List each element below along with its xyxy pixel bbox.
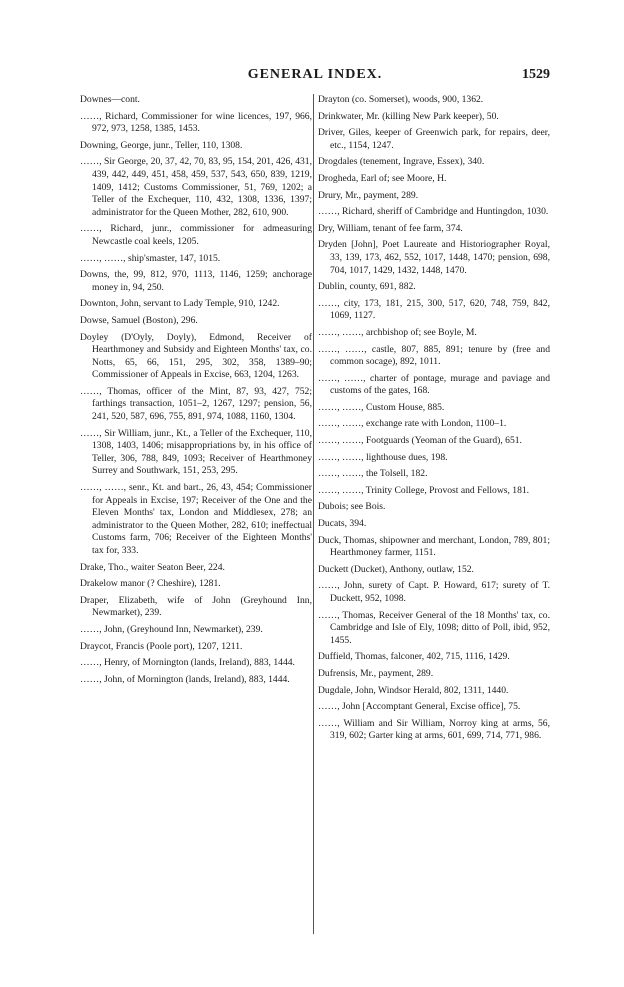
index-entry: ……, ……, senr., Kt. and bart., 26, 43, 454; Commissioner for Appeals in Excise, 197; Receiver of the One and the Eleven Months' tax, London and Middlesex, 278; an administrator to the Queen Mother, 282, 610; ineffectual Customs farm, 706; Receiver of the Eighteen Months' tax for, 333. [80,482,312,556]
index-entry: Doyley (D'Oyly, Doyly), Edmond, Receiver of Hearthmoney and Subsidy and Eighteen Months' tax, co. Notts, 65, 66, 151, 295, 302, 358, 1389–90; Commissioner of Appeals in Excise, 663, 1204, 1263. [80,331,312,381]
left-column [80,94,312,690]
index-entry: ……, ……, charter of pontage, murage and paviage and customs of the gates, 168. [318,372,550,397]
index-entry: Dowse, Samuel (Boston), 296. [80,314,198,326]
index-entry: ……, ……, archbishop of; see Boyle, M. [318,326,477,338]
index-entry: ……, ……, Footguards (Yeoman of the Guard), 651. [318,435,522,447]
index-entry: Ducats, 394. [318,518,367,530]
index-entry: Dugdale, John, Windsor Herald, 802, 1311, 1440. [318,684,509,696]
index-entry: ……, John, (Greyhound Inn, Newmarket), 239. [80,623,263,635]
index-entry: Drayton (co. Somerset), woods, 900, 1362. [318,94,484,105]
index-entry: ……, ……, lighthouse dues, 198. [318,451,448,463]
index-entry: Drinkwater, Mr. (killing New Park keeper), 50. [318,110,499,122]
index-entry: ……, ……, Custom House, 885. [318,401,445,413]
index-entry: ……, Sir William, junr., Kt., a Teller of the Exchequer, 110, 1308, 1403, 1406; misappropriations by, in his office of Teller, 306, 788, 849, 1093; Receiver of Hearthmoney Surrey and Southwark, 151, 253, 295. [80,427,312,477]
index-entry: Downs, the, 99, 812, 970, 1113, 1146, 1259; anchorage money in, 94, 250. [80,269,312,293]
index-entry: ……, William and Sir William, Norroy king at arms, 56, 319, 602; Garter king at arms, 601, 699, 714, 771, 986. [318,717,550,742]
page-number: 1529 [522,67,550,82]
index-entry: Drogheda, Earl of; see Moore, H. [318,172,447,184]
index-entry: Drogdales (tenement, Ingrave, Essex), 340. [318,156,485,168]
index-entry: ……, John, of Mornington (lands, Ireland), 883, 1444. [80,673,290,685]
index-entry: Draper, Elizabeth, wife of John (Greyhound Inn, Newmarket), 239. [80,594,312,619]
index-entry: ……, Sir George, 20, 37, 42, 70, 83, 95, 154, 201, 426, 431, 439, 442, 449, 451, 458, 459, 537, 543, 650, 839, 1219, 1409, 1412; Customs Commissioner, 51, 769, 1202; a Teller of the Exchequer, 110, 432, 1308, 1336, 1397; administrator for the Queen Mother, 282, 610, 900. [80,156,312,218]
page-title: GENERAL INDEX. [247,67,383,82]
index-entry: Driver, Giles, keeper of Greenwich park, for repairs, deer, etc., 1154, 1247. [318,127,550,151]
index-entry: Dryden [John], Poet Laureate and Historiographer Royal, 33, 139, 173, 462, 552, 1017, 1448, 1470; pension, 698, 704, 1017, 1429, 1432, 1448, 1470. [318,239,550,276]
index-entry: Drake, Tho., waiter Seaton Beer, 224. [80,561,225,573]
index-entry: Dry, William, tenant of fee farm, 374. [318,222,463,234]
index-entry: ……, ……, Trinity College, Provost and Fellows, 181. [318,484,530,496]
index-entry: ……, Henry, of Mornington (lands, Ireland), 883, 1444. [80,657,295,669]
index-entry: Dublin, county, 691, 882. [318,281,416,293]
index-entry: ……, Thomas, officer of the Mint, 87, 93, 427, 752; farthings transaction, 1051–2, 1267, 1297; pension, 56, 241, 520, 587, 696, 755, 891, 974, 1088, 1160, 1304. [80,385,312,423]
page-header [80,57,550,87]
index-entry: ……, Thomas, Receiver General of the 18 Months' tax, co. Cambridge and Isle of Ely, 1098; ditto of Poll, ibid, 952, 1455. [318,609,550,646]
column-divider [313,94,314,934]
right-column [318,94,550,747]
index-entry: Downing, George, junr., Teller, 110, 1308. [80,139,243,151]
index-entry: Duffield, Thomas, falconer, 402, 715, 1116, 1429. [318,651,510,663]
index-entry: Draycot, Francis (Poole port), 1207, 1211. [80,640,243,652]
index-entry: ……, Richard, junr., commissioner for admeasuring Newcastle coal keels, 1205. [80,223,312,247]
index-entry: Dufrensis, Mr., payment, 289. [318,667,434,679]
index-entry: Dubois; see Bois. [318,501,386,513]
index-entry: ……, Richard, Commissioner for wine licences, 197, 966, 972, 973, 1258, 1385, 1453. [80,110,312,135]
index-entry: ……, John [Accomptant General, Excise office], 75. [318,701,521,713]
index-entry: ……, ……, exchange rate with London, 1100–1. [318,418,507,430]
index-entry: Downton, John, servant to Lady Temple, 910, 1242. [80,298,280,310]
index-entry: ……, ……, castle, 807, 885, 891; tenure by (free and common socage), 892, 1011. [318,343,550,368]
index-entry: ……, John, surety of Capt. P. Howard, 617; surety of T. Duckett, 952, 1098. [318,580,550,604]
index-entry: Duckett (Ducket), Anthony, outlaw, 152. [318,563,474,575]
index-entry: ……, ……, the Tolsell, 182. [318,468,428,480]
index-entry: ……, Richard, sheriff of Cambridge and Huntingdon, 1030. [318,206,549,218]
index-entry: Drury, Mr., payment, 289. [318,189,419,201]
index-entry: Duck, Thomas, shipowner and merchant, London, 789, 801; Hearthmoney farmer, 1151. [318,534,550,559]
index-entry: ……, ……, ship'smaster, 147, 1015. [80,252,221,264]
index-entry: ……, city, 173, 181, 215, 300, 517, 620, 748, 759, 842, 1069, 1127. [318,297,550,322]
index-entry: Downes—cont. [80,94,140,105]
index-entry: Drakelow manor (? Cheshire), 1281. [80,578,221,590]
